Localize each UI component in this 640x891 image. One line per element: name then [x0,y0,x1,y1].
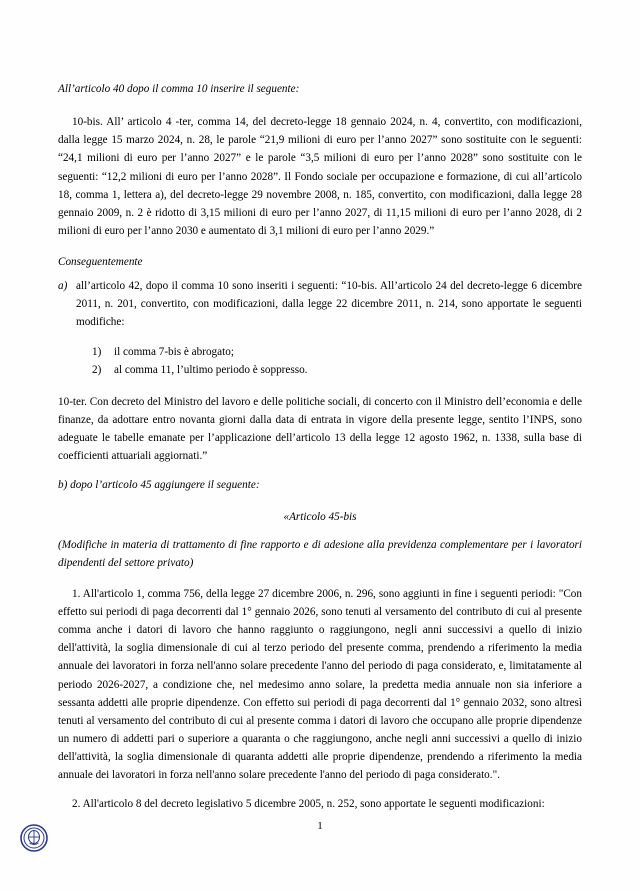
paragraph-point-2: 2. All'articolo 8 del decreto legislativo 5 dicembre 2005, n. 252, sono apportate le seguenti modificazioni: [72,798,545,811]
list-item-a [58,277,582,331]
sublist-item-1-number: 1) [92,345,102,358]
sublist [58,343,582,379]
list-item-a-text: all’articolo 42, dopo il comma 10 sono inseriti i seguenti: “10-bis. All’articolo 24 del decreto-legge 6 dicembre 2011, n. 201, convertito, con modificazioni, dalla legge 22 dicembre 2011, n. 214, sono apportate le seguenti modifiche: [76,280,582,329]
paragraph-10ter: 10-ter. Con decreto del Ministro del lavoro e delle politiche sociali, di concerto con il Ministro dell’economia e delle finanze, da adottare entro novanta giorni dalla data di entrata in vigore della presente legge, sentito l’INPS, sono adeguate le tabelle emanate per l’applicazione dell’articolo 13 della legge 12 agosto 1962, n. 1338, sulla base di coefficienti attuariali aggiornati.” [58,395,582,463]
conseguentemente-heading: Conseguentemente [58,256,143,269]
sublist-item-2-number: 2) [92,363,102,376]
paragraph-10bis: 10-bis. All’ articolo 4 -ter, comma 14, del decreto-legge 18 gennaio 2024, n. 4, convertito, con modificazioni, dalla legge 15 marzo 2024, n. 28, le parole “21,9 milioni di euro per l’anno 2027” sono sostituite con le seguenti: “24,1 milioni di euro per l’anno 2027” e le parole “3,5 milioni di euro per l’anno 2028” sono sostituite con le seguenti: “12,2 milioni di euro per l’anno 2028”. Il Fondo sociale per occupazione e formazione, di cui all’articolo 18, comma 1, lettera a), del decreto-legge 29 novembre 2008, n. 185, convertito, con modificazioni, dalla legge 28 gennaio 2009, n. 2 è ridotto di 3,15 milioni di euro per l’anno 2027, di 11,15 milioni di euro per l’anno 2028, di 2 milioni di euro per l’anno 2030 e aumentato di 3,1 milioni di euro per l’anno 2029.” [58,116,582,237]
articolo-45bis-subtitle: (Modifiche in materia di trattamento di fine rapporto e di adesione alla previdenza complementare per i lavoratori dipendenti del settore privato) [58,538,582,569]
item-b-paragraph: b) dopo l’articolo 45 aggiungere il seguente: [58,479,260,492]
sublist-item-2 [92,361,582,379]
sublist-item-1-text: il comma 7-bis è abrogato; [114,345,234,358]
sublist-item-2-text: al comma 11, l’ultimo periodo è soppresso. [114,363,308,376]
intro-paragraph: All’articolo 40 dopo il comma 10 inserire il seguente: [58,83,300,95]
document-body [58,66,582,825]
senate-seal-icon [20,824,48,852]
list-item-a-marker: a) [58,280,68,293]
page-number: 1 [317,820,323,832]
sublist-item-1 [92,343,582,361]
articolo-45bis-title: «Articolo 45-bis [283,510,357,523]
paragraph-point-1: 1. All'articolo 1, comma 756, della legge 27 dicembre 2006, n. 296, sono aggiunti in fine i seguenti periodi: "Con effetto sui periodi di paga decorrenti dal 1° gennaio 2026, sono tenuti al versamento del contributo di cui al presente comma anche i datori di lavoro che hanno raggiunto o raggiungono, negli anni successivi a quello di inizio dell'attività, la soglia dimensionale di cui al terzo periodo del presente comma, prendendo a riferimento la media annuale dei lavoratori in forza nell'anno solare precedente l'anno del periodo di paga considerato, e, limitatamente al periodo 2026-2027, a condizione che, nel medesimo anno solare, la predetta media annuale non sia inferiore a sessanta addetti alle proprie dipendenze. Con effetto sui periodi di paga decorrenti dal 1° gennaio 2032, sono altresì tenuti al versamento del contributo di cui al presente comma i datori di lavoro che occupano alle proprie dipendenze un numero di addetti pari o superiore a quaranta o che raggiungono, anche negli anni successivi a quello di inizio dell'attività, la soglia dimensionale di quaranta addetti alle proprie dipendenze, prendendo a riferimento la media annuale dei lavoratori in forza nell'anno solare precedente l'anno del periodo di paga considerato.". [58,587,582,782]
